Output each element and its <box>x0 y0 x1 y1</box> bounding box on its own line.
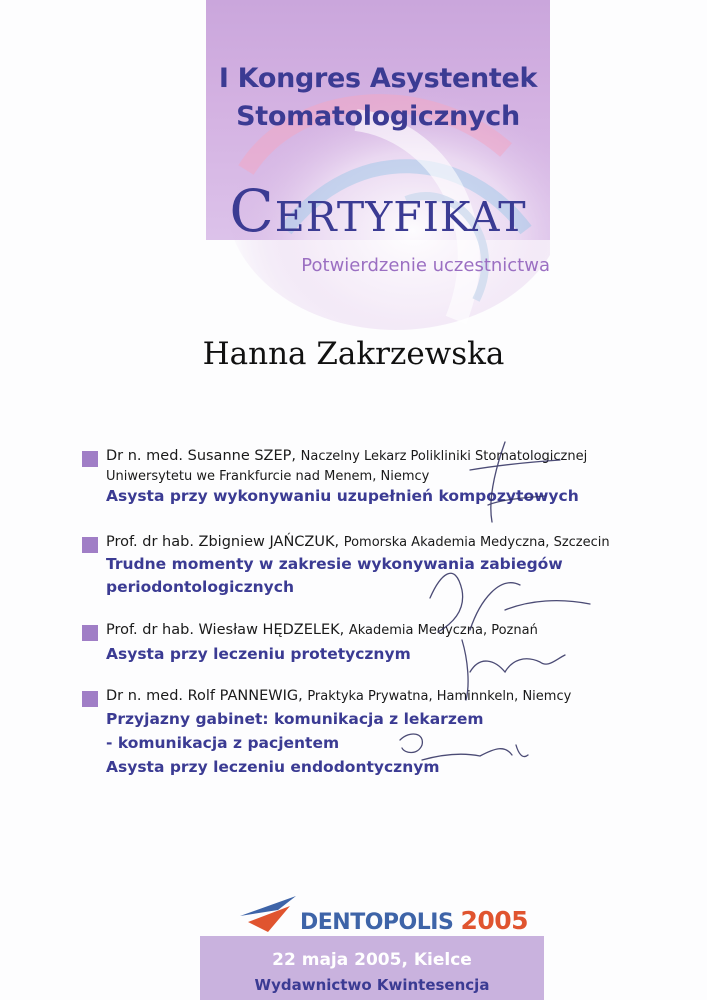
speaker-affiliation: Pomorska Akademia Medyczna, Szczecin <box>343 535 610 550</box>
speaker-name: Dr n. med. Rolf PANNEWIG, <box>106 688 303 704</box>
speaker-name: Dr n. med. Susanne SZEP, <box>106 448 297 464</box>
event-date-place: 22 maja 2005, Kielce <box>272 950 472 970</box>
lecture-topic: - komunikacja z pacjentem <box>106 734 340 752</box>
lecture-topic: Asysta przy wykonywaniu uzupełnień kompozytowych <box>106 487 579 505</box>
publisher: Wydawnictwo Kwintesencja <box>254 976 490 994</box>
certificate-title: Certyfikat <box>229 177 527 245</box>
lecture-topic: periodontologicznych <box>106 578 294 596</box>
speaker-affiliation: Praktyka Prywatna, Haminnkeln, Niemcy <box>307 689 572 704</box>
congress-title-line1: I Kongres Asystentek <box>218 63 538 94</box>
speaker-name: Prof. dr hab. Zbigniew JAŃCZUK, <box>106 534 340 550</box>
speaker-name: Prof. dr hab. Wiesław HĘDZELEK, <box>106 622 345 638</box>
square-bullet-icon <box>82 451 98 467</box>
square-bullet-icon <box>82 625 98 641</box>
event-year: 2005 <box>460 906 529 935</box>
speaker-affiliation-line2: Uniwersytetu we Frankfurcie nad Menem, Niemcy <box>106 469 430 484</box>
lecture-topic: Trudne momenty w zakresie wykonywania zabiegów <box>106 555 563 573</box>
participant-name: Hanna Zakrzewska <box>202 336 505 372</box>
square-bullet-icon <box>82 537 98 553</box>
signature-pannewig <box>400 734 528 760</box>
speaker-affiliation: Naczelny Lekarz Polikliniki Stomatologicznej <box>300 449 588 464</box>
square-bullet-icon <box>82 691 98 707</box>
congress-title-line2: Stomatologicznych <box>236 101 520 132</box>
dentopolis-logo-icon <box>238 888 298 938</box>
lecture-topic: Asysta przy leczeniu protetycznym <box>106 645 411 663</box>
swirl-graphic <box>206 0 550 340</box>
event-name: DENTOPOLIS <box>300 910 454 935</box>
lecture-topic: Przyjazny gabinet: komunikacja z lekarzem <box>106 710 484 728</box>
speaker-affiliation: Akademia Medyczna, Poznań <box>348 623 538 638</box>
certificate-subtitle: Potwierdzenie uczestnictwa <box>301 255 550 276</box>
lecture-topic: Asysta przy leczeniu endodontycznym <box>106 758 440 776</box>
